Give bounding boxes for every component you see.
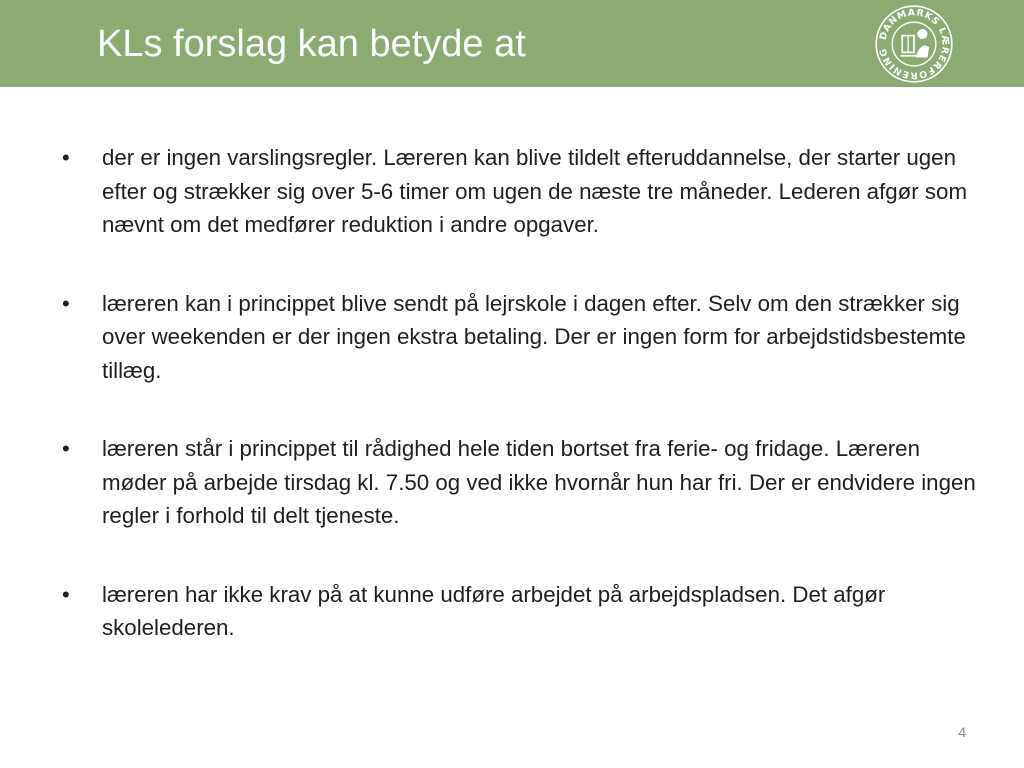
bullet-text: der er ingen varslingsregler. Læreren kan blive tildelt efteruddannelse, der starter ugen efter og strækker sig over 5-6 timer om ugen de næste tre måneder. Lederen afgør som nævnt om det medfører reduktion i andre opgaver. [102, 145, 968, 237]
bullet-item-1 [62, 141, 982, 242]
page-number: 4 [958, 724, 966, 740]
bullet-text: læreren har ikke krav på at kunne udføre arbejdet på arbejdspladsen. Det afgør skolelederen. [102, 581, 886, 640]
bullet-text: læreren står i princippet til rådighed hele tiden bortset fra ferie- og fridage. Læreren møder på arbejde tirsdag kl. 7.50 og ved ikke hvornår hun har fri. Der er endvidere ingen regler i forhold til delt tjeneste. [102, 436, 976, 528]
bullet-icon: • [62, 581, 70, 607]
logo-ring-text: DANMARKS LÆRERFORENING [877, 7, 951, 81]
bullet-item-2 [62, 287, 982, 388]
bullet-text: læreren kan i princippet blive sendt på lejrskole i dagen efter. Selv om den strækker sig over weekenden er der ingen ekstra betaling. Der er ingen form for arbejdstidsbestemte tillæg. [102, 290, 966, 383]
bullet-item-4 [62, 578, 982, 645]
slide-title: KLs forslag kan betyde at [97, 23, 526, 65]
header-bar [0, 0, 1024, 87]
bullet-list [62, 141, 982, 690]
bullet-item-3 [62, 432, 982, 533]
bullet-icon: • [62, 436, 70, 461]
union-logo-icon [872, 2, 956, 86]
bullet-icon: • [62, 145, 70, 170]
bullet-icon: • [62, 290, 70, 316]
